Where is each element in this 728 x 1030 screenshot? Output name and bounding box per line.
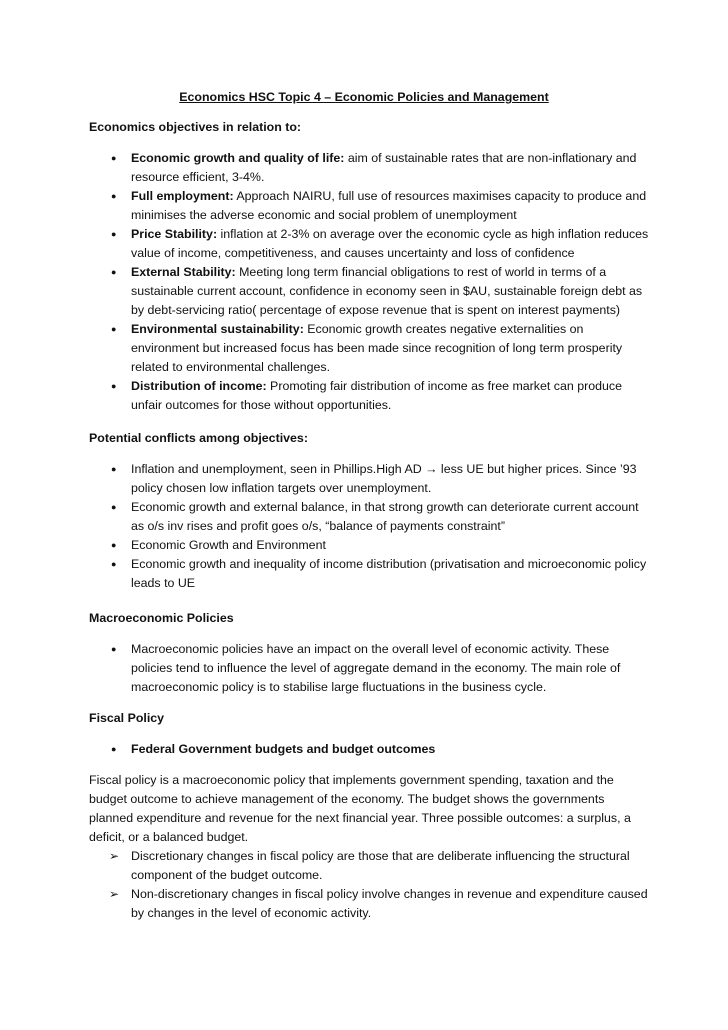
- list-item: [89, 225, 649, 263]
- document-title: Economics HSC Topic 4 – Economic Policies and Management: [179, 90, 549, 104]
- item-label: Federal Government budgets and budget outcomes: [131, 742, 436, 756]
- fiscal-heading: Fiscal Policy: [89, 711, 165, 725]
- list-item: ● Economic Growth and Environment: [89, 536, 649, 555]
- list-item: ➢ Non-discretionary changes in fiscal policy involve changes in revenue and expenditure caused by changes in the level of economic activity.: [89, 885, 649, 923]
- item-text: Meeting long term financial obligations to rest of world in terms of a sustainable current account, confidence in economy seen in $AU, sustainable foreign debt as by debt-servicing ratio( percentage of expose revenue that is spent on interest payments): [131, 265, 643, 317]
- list-item: [89, 187, 649, 225]
- item-text: Economic growth creates negative externalities on environment but increased focus has been made since recognition of long term prosperity related to environmental challenges.: [131, 322, 623, 374]
- macro-list: [89, 640, 649, 697]
- item-label: Price Stability:: [131, 227, 218, 241]
- objectives-section: [89, 118, 649, 415]
- item-label: External Stability:: [131, 265, 236, 279]
- fiscal-bullet-list: [89, 740, 649, 759]
- list-item: ● Macroeconomic policies have an impact on the overall level of economic activity. These policies tend to influence the level of aggregate demand in the economy. The main role of macroeconomic policy is to stabilise large fluctuations in the business cycle.: [89, 640, 649, 697]
- objectives-list: [89, 149, 649, 415]
- macro-heading: Macroeconomic Policies: [89, 611, 234, 625]
- conflicts-heading: Potential conflicts among objectives:: [89, 431, 308, 445]
- list-item: [89, 263, 649, 320]
- fiscal-arrow-list: [89, 847, 649, 923]
- list-item: [89, 149, 649, 187]
- list-item: [89, 377, 649, 415]
- objectives-heading: Economics objectives in relation to:: [89, 120, 302, 134]
- list-item: ➢ Discretionary changes in fiscal policy are those that are deliberate influencing the structural component of the budget outcome.: [89, 847, 649, 885]
- item-text: inflation at 2-3% on average over the economic cycle as high inflation reduces value of income, competitiveness, and causes uncertainty and loss of confidence: [131, 227, 649, 260]
- list-item: [89, 740, 649, 759]
- list-item: [89, 320, 649, 377]
- item-label: Environmental sustainability:: [131, 322, 304, 336]
- item-text: aim of sustainable rates that are non-inflationary and resource efficient, 3-4%.: [131, 151, 637, 184]
- macro-section: [89, 609, 649, 697]
- list-item: ● Economic growth and inequality of income distribution (privatisation and microeconomic policy leads to UE: [89, 555, 649, 593]
- item-label: Full employment:: [131, 189, 234, 203]
- fiscal-section: [89, 709, 649, 923]
- item-label: Distribution of income:: [131, 379, 267, 393]
- item-label: Economic growth and quality of life:: [131, 151, 345, 165]
- fiscal-paragraph: Fiscal policy is a macroeconomic policy that implements government spending, taxation and the budget outcome to achieve management of the economy. The budget shows the governments planned expenditure and revenue for the next financial year. Three possible outcomes: a surplus, a deficit, or a balanced budget.: [89, 773, 631, 844]
- item-text: Promoting fair distribution of income as free market can produce unfair outcomes for those without opportunities.: [131, 379, 622, 412]
- item-text: Approach NAIRU, full use of resources maximises capacity to produce and minimises the adverse economic and social problem of unemployment: [131, 189, 647, 222]
- conflicts-section: [89, 429, 649, 593]
- conflicts-list: [89, 460, 649, 593]
- list-item: ● Inflation and unemployment, seen in Phillips.High AD → less UE but higher prices. Since ’93 policy chosen low inflation targets over unemployment.: [89, 460, 649, 498]
- list-item: ● Economic growth and external balance, in that strong growth can deteriorate current account as o/s inv rises and profit goes o/s, “balance of payments constraint”: [89, 498, 649, 536]
